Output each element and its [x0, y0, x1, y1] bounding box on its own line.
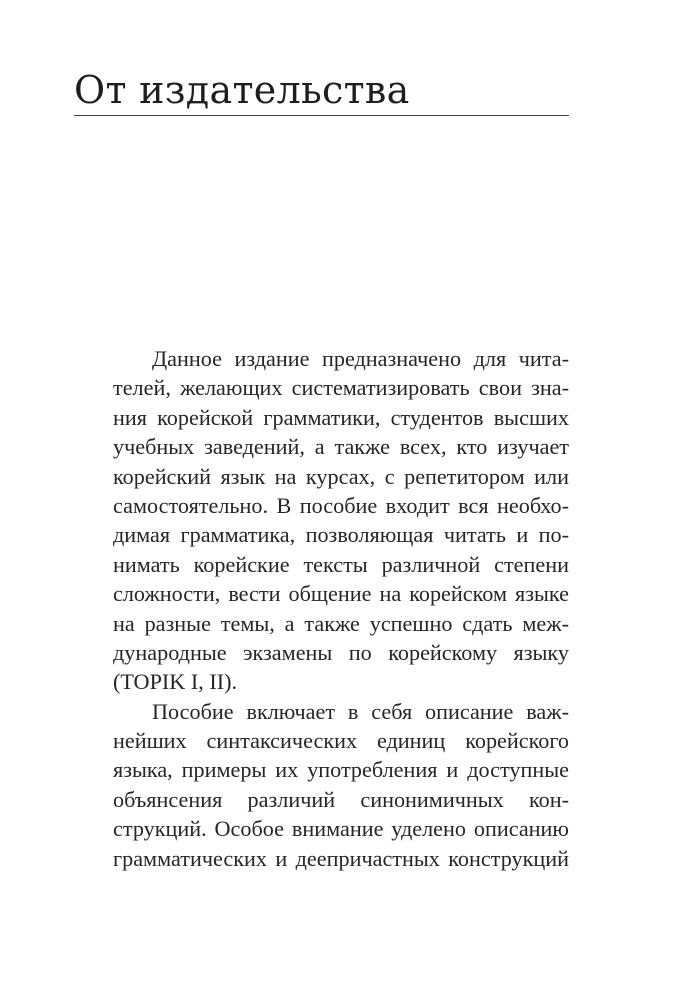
section-header	[74, 70, 569, 110]
text-line: грамматических и деепричастных конструкций	[113, 845, 569, 871]
text-line: учебных заведений, а также всех, кто изучает	[113, 434, 569, 460]
text-line: объянсения различий синонимичных кон-	[113, 786, 569, 812]
paragraph-2	[74, 697, 569, 873]
paragraph-1	[74, 344, 569, 697]
text-line: самостоятельно. В пособие входит вся необхо-	[113, 492, 569, 518]
text-line: дународные экзамены по корейскому языку	[113, 639, 569, 665]
text-line: нимать корейские тексты различной степени	[113, 551, 569, 577]
text-line: Данное издание предназначено для чита-	[152, 346, 569, 371]
text-line: на разные темы, а также успешно сдать меж-	[113, 610, 569, 636]
text-line: ния корейской грамматики, студентов высших	[113, 404, 569, 430]
text-line: (TOPIK I, II).	[113, 669, 238, 695]
text-line: языка, примеры их употребления и доступные	[113, 757, 569, 783]
text-line: струкций. Особое внимание уделено описанию	[113, 816, 569, 842]
text-line: сложности, вести общение на корейском языке	[113, 581, 569, 607]
text-line: димая грамматика, позволяющая читать и по-	[113, 522, 569, 548]
text-line: нейших синтаксических единиц корейского	[113, 728, 569, 754]
text-line: корейский язык на курсах, с репетитором или	[113, 463, 569, 489]
page-title: От издательства	[74, 68, 410, 112]
body-text	[74, 344, 569, 873]
heading-divider	[74, 115, 569, 116]
text-line: телей, желающих систематизировать свои зна-	[113, 375, 569, 401]
text-line: Пособие включает в себя описание важ-	[152, 698, 569, 724]
